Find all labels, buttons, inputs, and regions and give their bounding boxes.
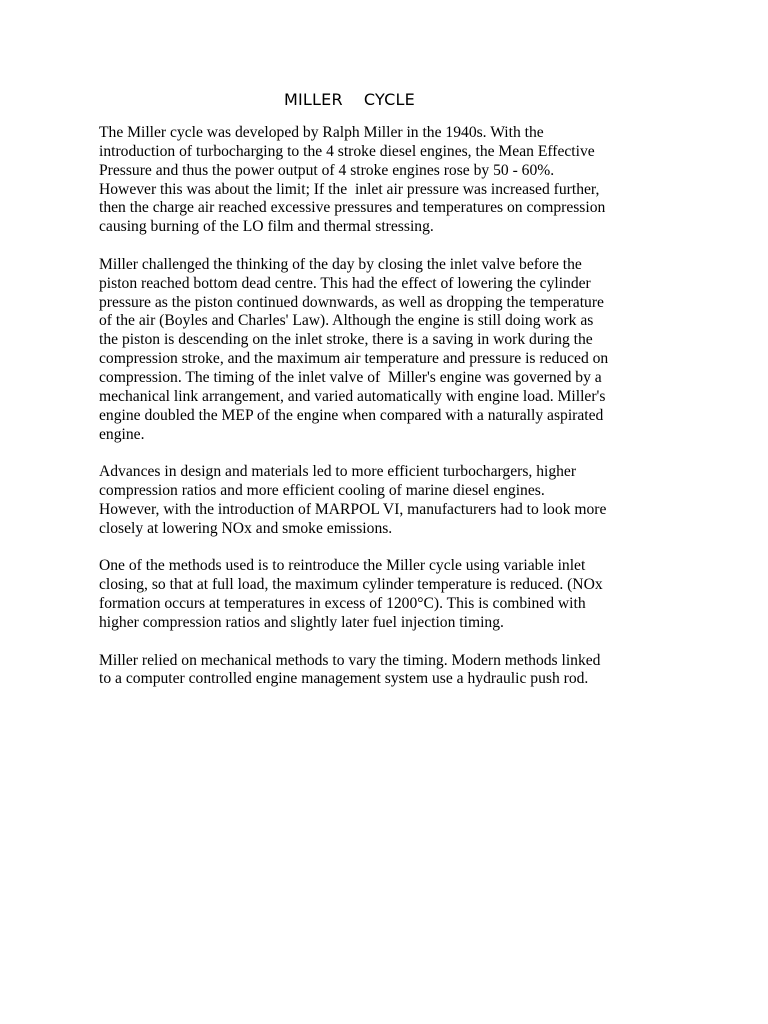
paragraph-5: Miller relied on mechanical methods to vary the timing. Modern methods linked to a computer controlled engine management system use a hydraulic push rod. [99,651,601,688]
document-body [99,124,671,708]
paragraph-1: The Miller cycle was developed by Ralph Miller in the 1940s. With the introduction of turbocharging to the 4 stroke diesel engines, the Mean Effective Pressure and thus the power output of 4 stroke engines rose by 50 - 60%. However this was about the limit; If the inlet air pressure was increased further, then the charge air reached excessive pressures and temperatures on compression causing burning of the LO film and thermal stressing. [99,124,606,236]
paragraph-3: Advances in design and materials led to more efficient turbochargers, higher compression ratios and more efficient cooling of marine diesel engines. However, with the introduction of MARPOL VI, manufacturers had to look more closely at lowering NOx and smoke emissions. [99,463,607,537]
paragraph-2: Miller challenged the thinking of the day by closing the inlet valve before the piston reached bottom dead centre. This had the effect of lowering the cylinder pressure as the piston continued downwards, as well as dropping the temperature of the air (Boyles and Charles' Law). Although the engine is still doing work as the piston is descending on the inlet stroke, there is a saving in work during the compression stroke, and the maximum air temperature and pressure is reduced on compression. The timing of the inlet valve of Miller's engine was governed by a mechanical link arrangement, and varied automatically with engine load. Miller's engine doubled the MEP of the engine when compared with a naturally aspirated engine. [99,255,609,443]
document-title: MILLER CYCLE [284,90,415,109]
paragraph-4: One of the methods used is to reintroduce the Miller cycle using variable inlet closing, so that at full load, the maximum cylinder temperature is reduced. (NOx formation occurs at temperatures in excess of 1200°C). This is combined with higher compression ratios and slightly later fuel injection timing. [99,557,603,631]
